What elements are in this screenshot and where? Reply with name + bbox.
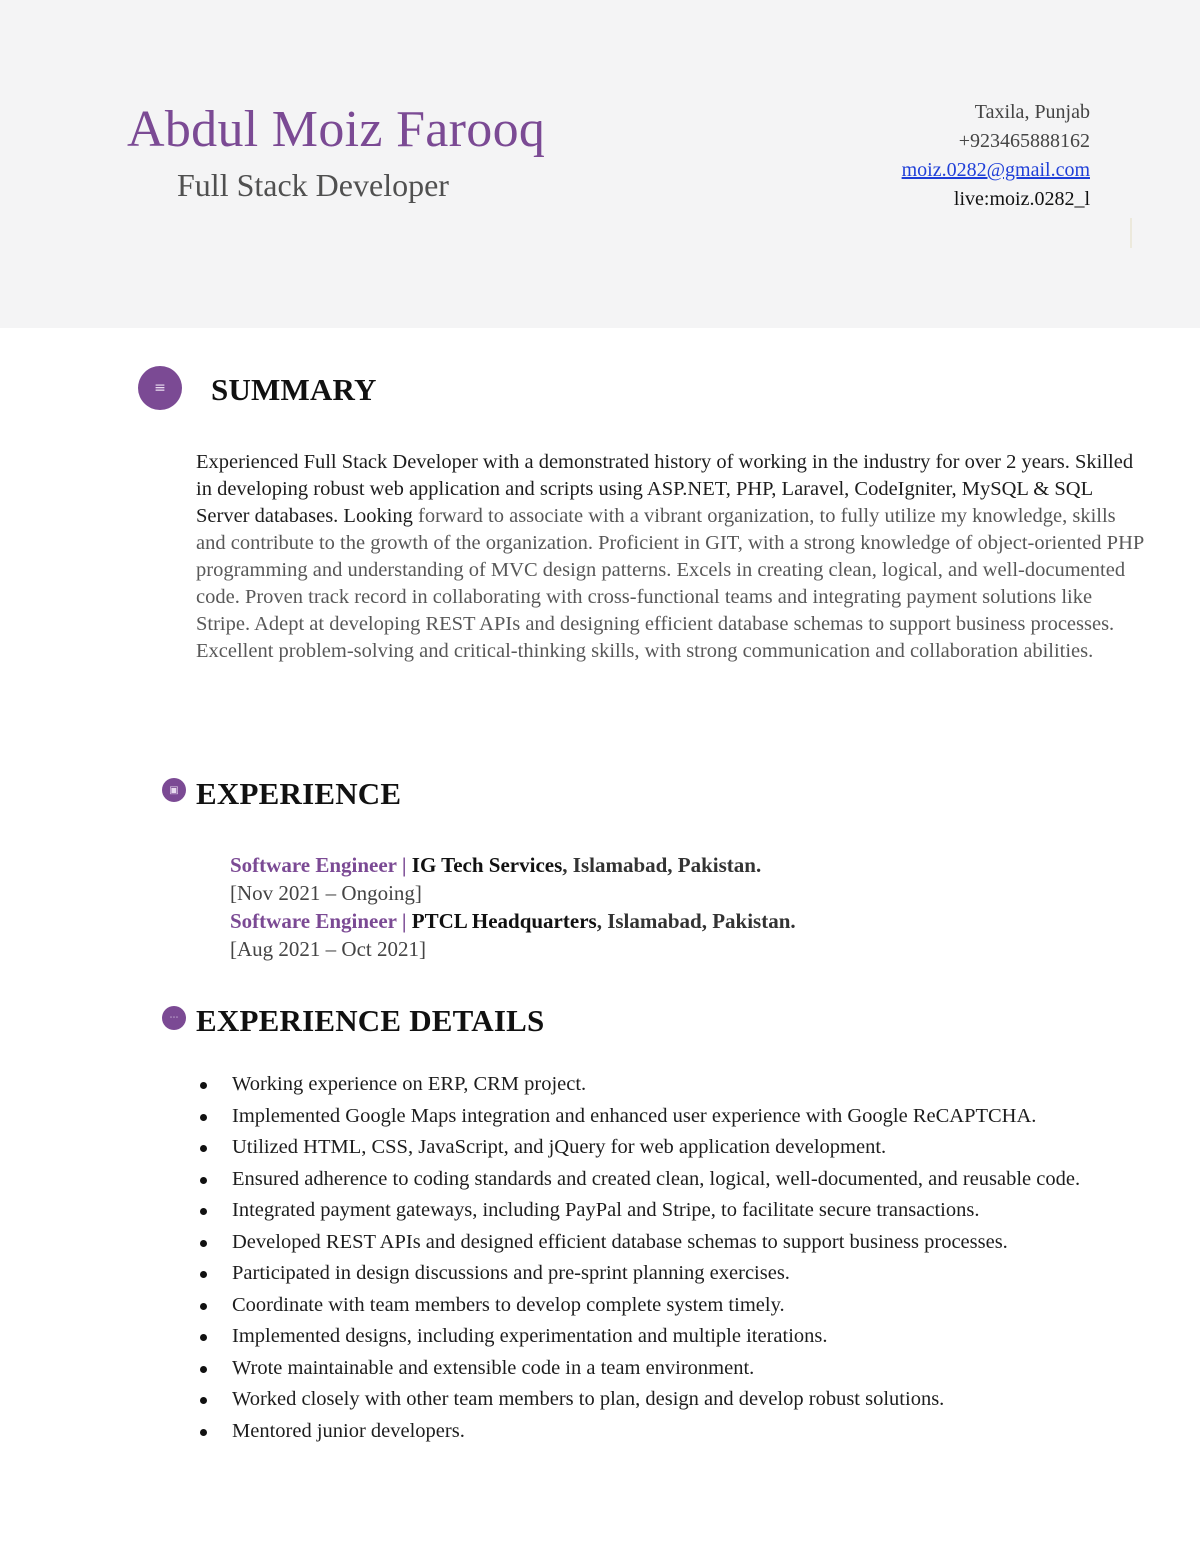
- list-item: Utilized HTML, CSS, JavaScript, and jQuery for web application development.: [196, 1134, 1156, 1162]
- experience-heading: EXPERIENCE: [196, 776, 402, 811]
- skype-id-text: live:moiz.0282_l: [953, 188, 1090, 210]
- list-item: Ensured adherence to coding standards and created clean, logical, well-documented, and reusable code.: [196, 1166, 1156, 1194]
- location-text: Taxila, Punjab: [974, 101, 1090, 123]
- list-item: Worked closely with other team members to plan, design and develop robust solutions.: [196, 1386, 1156, 1414]
- list-item: Integrated payment gateways, including PayPal and Stripe, to facilitate secure transactions.: [196, 1197, 1156, 1225]
- experience-entry: [230, 907, 1130, 963]
- summary-heading: SUMMARY: [211, 372, 377, 407]
- phone-text: +923465888162: [958, 130, 1090, 152]
- job-title: Software Engineer: [230, 853, 397, 877]
- briefcase-icon: ▣: [162, 778, 186, 802]
- list-item: Participated in design discussions and pre-sprint planning exercises.: [196, 1260, 1156, 1288]
- experience-details-list: [196, 1071, 1156, 1449]
- candidate-name: Abdul Moiz Farooq: [127, 101, 546, 158]
- company-name: PTCL Headquarters: [411, 909, 597, 933]
- list-icon: ≡: [138, 366, 182, 410]
- summary-text-dark: Experienced Full Stack Developer with a demonstrated history of working in the industry for over 2 years. Skilled in developing robust web application and scripts using ASP.NET, PHP, Laravel, CodeIgniter, MySQL & SQL Server databases. Looking: [196, 451, 1134, 527]
- company-name: IG Tech Services: [411, 853, 563, 877]
- experience-list: [230, 851, 1130, 963]
- list-item: Implemented designs, including experimentation and multiple iterations.: [196, 1323, 1156, 1351]
- company-location: , Islamabad, Pakistan.: [596, 909, 796, 933]
- email-link[interactable]: moiz.0282@gmail.com: [901, 159, 1090, 181]
- summary-text-muted: forward to associate with a vibrant organization, to fully utilize my knowledge, skills and contribute to the growth of the organization. Proficient in GIT, with a strong knowledge of object-oriented PHP programming and understanding of MVC design patterns. Excels in creating clean, logical, and well-documented code. Proven track record in collaborating with cross-functional teams and integrating payment solutions like Stripe. Adept at developing REST APIs and designing efficient database schemas to support business processes. Excellent problem-solving and critical-thinking skills, with strong communication and collaboration abilities.: [196, 505, 1144, 662]
- list-item: Working experience on ERP, CRM project.: [196, 1071, 1156, 1099]
- job-title: Software Engineer: [230, 909, 397, 933]
- job-role: Full Stack Developer: [177, 167, 449, 203]
- list-item: Mentored junior developers.: [196, 1418, 1156, 1446]
- header-divider-mark: [1130, 218, 1132, 248]
- summary-paragraph: [196, 449, 1146, 665]
- title-separator: |: [396, 909, 412, 933]
- contact-block: [902, 98, 1090, 214]
- list-item: Coordinate with team members to develop complete system timely.: [196, 1292, 1156, 1320]
- list-item: Wrote maintainable and extensible code in a team environment.: [196, 1355, 1156, 1383]
- ellipsis-icon: ⋯: [162, 1006, 186, 1030]
- experience-entry: [230, 851, 1130, 907]
- title-separator: |: [396, 853, 412, 877]
- list-item: Developed REST APIs and designed efficient database schemas to support business processes.: [196, 1229, 1156, 1257]
- employment-dates: [Aug 2021 – Oct 2021]: [230, 937, 426, 961]
- company-location: , Islamabad, Pakistan.: [562, 853, 762, 877]
- employment-dates: [Nov 2021 – Ongoing]: [230, 881, 422, 905]
- list-item: Implemented Google Maps integration and enhanced user experience with Google ReCAPTCHA.: [196, 1103, 1156, 1131]
- experience-details-heading: EXPERIENCE DETAILS: [196, 1003, 545, 1038]
